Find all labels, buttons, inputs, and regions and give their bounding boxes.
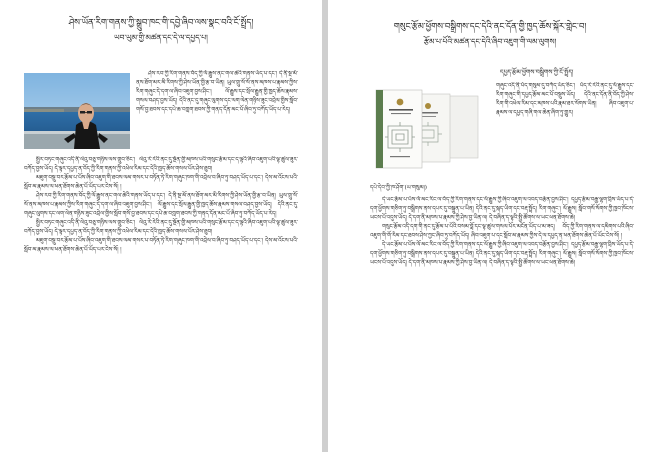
right-title-line1: གསུང་རྩོམ་ཕྱོགས་བསྒྲིགས་དང་དེའི་ནང་དོན་གྱི་ཁྱད་ཆོས་སྐོར་གླེང་བ།: [393, 22, 587, 32]
left-paragraph-5: སྤྱིར་བཏང་གཞུང་འདི་ནི་ལེའུ་བཅུ་གཉིས་ལས་གྲུབ་ཅིང་། ལེའུ་རེ་རེའི་ནང་དུ་སྔོན་གྱི་མཁས་པའི་གསུང་རྩོམ་དང་ད་ལྟའི་ཞིབ་འཇུག་པའི་ལྟ་ཚུལ་ཟུར་བཀོད་བྱས་ཡོད། དེ་ལྟར་དཔྱད་ན་བོད་ཀྱི་རིག་གནས་ཀྱི་འཕེལ་རིམ་དང་དེའི་ཁྱད་ཆོས་གསལ་པོར་ཤེས་ཐུབ།: [24, 220, 298, 236]
right-side-text: [496, 82, 634, 182]
right-body-text: [370, 196, 634, 446]
right-paragraph-3: དེ་ཡང་རྩོམ་པ་པོས་ལོ་མང་རིང་ལ་བོད་ཀྱི་རིག་གནས་དང་ལོ་རྒྱུས་ཀྱི་ཞིབ་འཇུག་ལ་འབད་བརྩོན་བྱས་ཤིང་། དཔྱད་རྩོམ་བརྒྱ་ལྷག་བྲིས་ཡོད་པ་དེ་དག་ཕྱོགས་གཅིག་ཏུ་བསྒྲིགས་ནས་དཔར་དུ་བསྐྲུན་པ་ཡིན། དེའི་ནང་དུ་སྐད་ཡིག་དང་བརྡ་སྤྲོད། རིག་གཞུང་། ལོ་རྒྱུས། སློབ་གསོ་སོགས་ཀྱི་ཁྱབ་ཁོངས་ཡངས་པོ་འདུས་ཡོད། དེ་དག་ནི་མཁས་པ་རྣམས་ཀྱི་ཤེས་བྱ་ཡིན་ལ། དེ་བཞིན་ད་ལྟའི་སྤྱི་ཚོགས་ལ་ཡང་ཕན་ཐོགས་ཆེ།: [370, 242, 634, 267]
author-photo: [24, 73, 130, 149]
left-paragraph-1: ཤེས་རབ་ཀྱི་རིག་གནས་བོད་ཀྱི་ལོ་རྒྱུས་ནང་གལ་ཆེའི་གནས་ཡོད་པ་དང་། དེ་ནི་སྔ་མོ་ནས་ཐོག་མར་མི་རིགས་ཀྱི་ཤེས་ཡོན་གྱི་རྩ་བ་ཡིན། ཡུལ་གྲུ་སོ་སོ་ནས་མཁས་པ་རྣམས་ཀྱིས་རིག་གཞུང་དེ་དག་ལ་ཞིབ་འཇུག་བྱས་ཤིང་། ལོ་རྒྱུས་དང་སྲོལ་རྒྱུན་གྱི་ཁྱད་ཆོས་རྣམས་གསལ་བཤད་བྱས་ཡོད། དེའི་ནང་དུ་གཞུང་ལུགས་དང་ལག་ལེན་གཉིས་ཟུང་འབྲེལ་གྱིས་སློབ་གསོ་བྱ་ཐབས་དང་དཔེ་ཆ་བཀླག་ཐབས་ཀྱི་གནད་དོན་མང་པོ་ཞིབ་ཏུ་བཀོད་ཡོད་པ་རེད།: [136, 71, 298, 114]
right-paragraph-2: གསུང་རྩོམ་འདི་དག་གི་ནང་དུ་རྩོམ་པ་པོའི་བསམ་བློ་དང་ལྟ་ཚུལ་གསལ་པོར་མངོན་ཡོད་པ་མ་ཟད། བོད་ཀྱི་རིག་གནས་ལ་དམིགས་པའི་ཞིབ་འཇུག་གི་གོ་རིམ་དང་ཐབས་ཤེས་ཀྱང་ཞིབ་ཏུ་བཀོད་ཡོད། ཞིབ་འཇུག་པ་དང་སློབ་མ་རྣམས་ཀྱིས་དེ་ལ་དཔྱད་ན་ཕན་ཐོགས་ཆེན་པོ་ཡོང་ངེས་སོ། །: [370, 224, 634, 240]
left-body-text: [24, 156, 298, 448]
left-paragraph-3: མཇུག་བསྡུ་བར་རྩོམ་པ་པོས་ཞིབ་འཇུག་གི་ཐབས་ལམ་གསར་པ་བཏོན་ཏེ་རིག་གཞུང་ཁག་གི་འབྲེལ་བ་ཞིབ་ཏུ་བཤད་ཡོད་པ་དང་། དེས་མ་འོངས་པའི་སློབ་མ་རྣམས་ལ་ཕན་ཐོགས་ཆེན་པོ་ཡོད་པར་ངེས་སོ། །: [24, 175, 298, 191]
left-title-line2: ཡབ་ཡུམ་གྱི་མཚན་དང་དེ་ལ་དཔྱད་པ།: [114, 33, 208, 42]
right-side-paragraph: གཞུང་འདི་ནི་པོད་གསུམ་དུ་བཀོད་ཡོད་ཅིང་། པོད་རེ་རེའི་ནང་དུ་ལོ་རྒྱུས་དང་རིག་གཞུང་གི་དཔྱད་རྩོམ་མང་པོ་བསྡུས་ཡོད། དེའི་ནང་དོན་ནི་བོད་ཀྱི་ཤེས་རིག་གི་འཕེལ་རིམ་དང་མཁས་པའི་རྣམ་ཐར་སོགས་ཡིན། ཞིབ་འཇུག་པ་རྣམས་ལ་དཔྱད་གཞི་གལ་ཆེན་ཞིག་ཏུ་གྱུར།: [496, 83, 634, 117]
right-title-line2: རྩོམ་པ་པོའི་མཚན་དང་དེའི་ཞིབ་འཇུག་གི་ལམ་ལུགས།: [423, 37, 557, 46]
left-wrap-text: [136, 70, 298, 154]
book-cover-image: [372, 86, 482, 176]
right-subheading: དཔྱད་རྩོམ་ཕྱོགས་བསྒྲིགས་ཀྱི་ངོ་སྤྲོད།: [500, 69, 574, 76]
left-title-line1: ཤེས་ཡོན་རིག་གནས་ཀྱི་སྒྲུབ་ཁང་གི་དབྱེ་ཞིབ་ལས་སྣང་བའི་ངོ་སྤྲོད།: [68, 18, 254, 28]
left-paragraph-2: སྤྱིར་བཏང་གཞུང་འདི་ནི་ལེའུ་བཅུ་གཉིས་ལས་གྲུབ་ཅིང་། ལེའུ་རེ་རེའི་ནང་དུ་སྔོན་གྱི་མཁས་པའི་གསུང་རྩོམ་དང་ད་ལྟའི་ཞིབ་འཇུག་པའི་ལྟ་ཚུལ་ཟུར་བཀོད་བྱས་ཡོད། དེ་ལྟར་དཔྱད་ན་བོད་ཀྱི་རིག་གནས་ཀྱི་འཕེལ་རིམ་དང་དེའི་ཁྱད་ཆོས་གསལ་པོར་ཤེས་ཐུབ།: [24, 157, 298, 173]
right-paragraph-1: དེ་ཡང་རྩོམ་པ་པོས་ལོ་མང་རིང་ལ་བོད་ཀྱི་རིག་གནས་དང་ལོ་རྒྱུས་ཀྱི་ཞིབ་འཇུག་ལ་འབད་བརྩོན་བྱས་ཤིང་། དཔྱད་རྩོམ་བརྒྱ་ལྷག་བྲིས་ཡོད་པ་དེ་དག་ཕྱོགས་གཅིག་ཏུ་བསྒྲིགས་ནས་དཔར་དུ་བསྐྲུན་པ་ཡིན། དེའི་ནང་དུ་སྐད་ཡིག་དང་བརྡ་སྤྲོད། རིག་གཞུང་། ལོ་རྒྱུས། སློབ་གསོ་སོགས་ཀྱི་ཁྱབ་ཁོངས་ཡངས་པོ་འདུས་ཡོད། དེ་དག་ནི་མཁས་པ་རྣམས་ཀྱི་ཤེས་བྱ་ཡིན་ལ། དེ་བཞིན་ད་ལྟའི་སྤྱི་ཚོགས་ལ་ཡང་ཕན་ཐོགས་ཆེ།: [370, 197, 634, 222]
left-paragraph-4: ཤེས་རབ་ཀྱི་རིག་གནས་བོད་ཀྱི་ལོ་རྒྱུས་ནང་གལ་ཆེའི་གནས་ཡོད་པ་དང་། དེ་ནི་སྔ་མོ་ནས་ཐོག་མར་མི་རིགས་ཀྱི་ཤེས་ཡོན་གྱི་རྩ་བ་ཡིན། ཡུལ་གྲུ་སོ་སོ་ནས་མཁས་པ་རྣམས་ཀྱིས་རིག་གཞུང་དེ་དག་ལ་ཞིབ་འཇུག་བྱས་ཤིང་། ལོ་རྒྱུས་དང་སྲོལ་རྒྱུན་གྱི་ཁྱད་ཆོས་རྣམས་གསལ་བཤད་བྱས་ཡོད། དེའི་ནང་དུ་གཞུང་ལུགས་དང་ལག་ལེན་གཉིས་ཟུང་འབྲེལ་གྱིས་སློབ་གསོ་བྱ་ཐབས་དང་དཔེ་ཆ་བཀླག་ཐབས་ཀྱི་གནད་དོན་མང་པོ་ཞིབ་ཏུ་བཀོད་ཡོད་པ་རེད།: [24, 193, 298, 218]
book-caption: དཔེ་དེབ་ཀྱི་ཁ་ཤོག་(ཡ་གསུམ།): [370, 185, 427, 191]
left-paragraph-6: མཇུག་བསྡུ་བར་རྩོམ་པ་པོས་ཞིབ་འཇུག་གི་ཐབས་ལམ་གསར་པ་བཏོན་ཏེ་རིག་གཞུང་ཁག་གི་འབྲེལ་བ་ཞིབ་ཏུ་བཤད་ཡོད་པ་དང་། དེས་མ་འོངས་པའི་སློབ་མ་རྣམས་ལ་ཕན་ཐོགས་ཆེན་པོ་ཡོད་པར་ངེས་སོ། །: [24, 238, 298, 254]
